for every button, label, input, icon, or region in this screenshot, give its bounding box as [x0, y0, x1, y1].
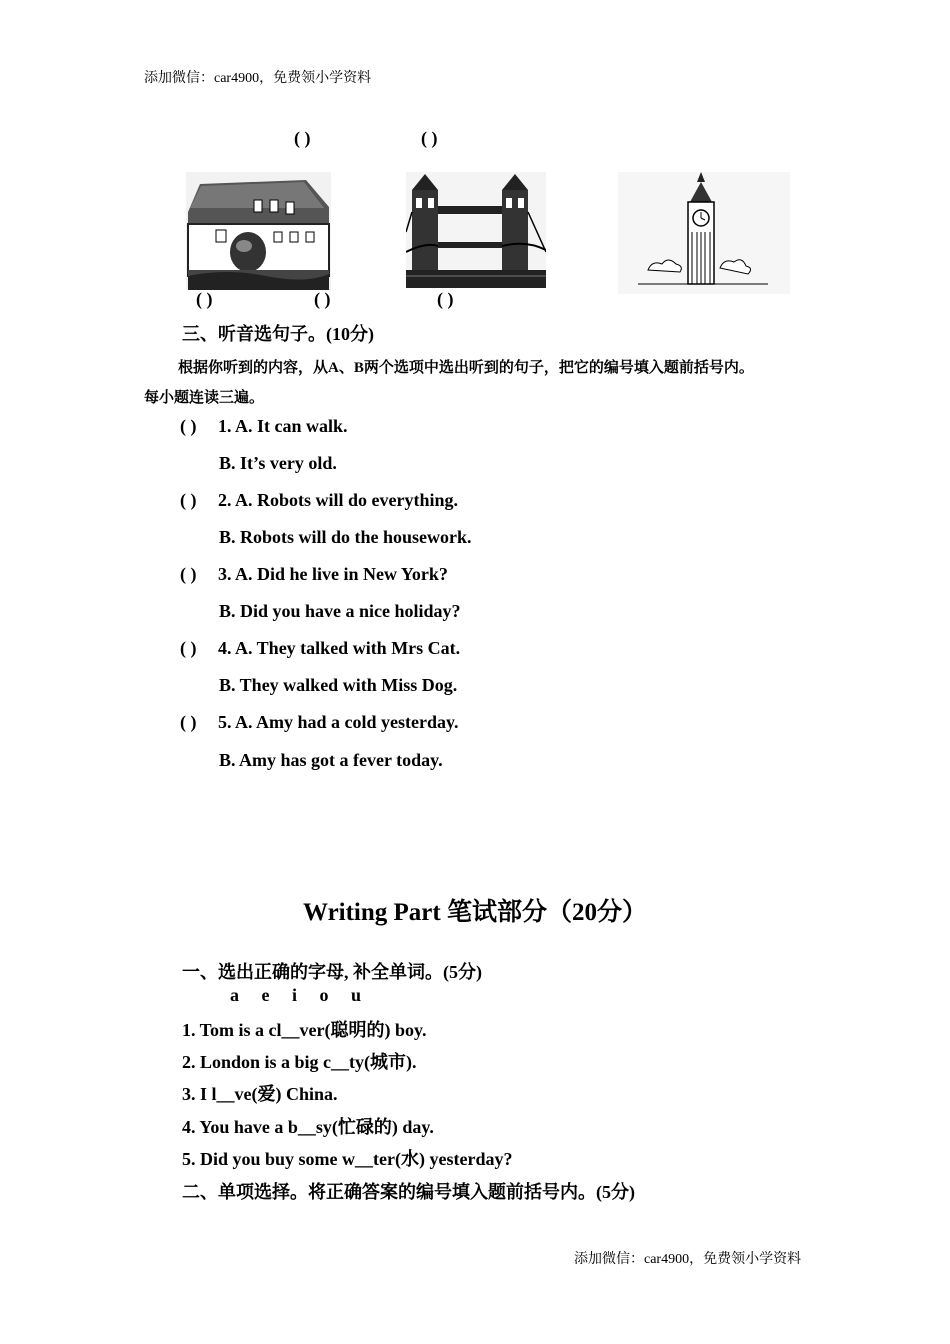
question-1-option-b: B. It’s very old.	[219, 453, 337, 473]
writing1-item-5: 5. Did you buy some w__ter(水) yesterday?	[182, 1149, 513, 1169]
section3-instruction-2: 每小题连读三遍。	[144, 390, 265, 406]
question-4-option-b: B. They walked with Miss Dog.	[219, 675, 458, 695]
question-2-option-a: 2. A. Robots will do everything.	[218, 490, 459, 510]
question-3-option-b: B. Did you have a nice holiday?	[219, 601, 461, 621]
writing-part-title: Writing Part 笔试部分（20分）	[303, 899, 647, 926]
question-4-paren[interactable]: ( )	[180, 638, 197, 658]
top-paren-1[interactable]: ( )	[294, 128, 311, 148]
picture-paren-2[interactable]: ( )	[314, 289, 331, 309]
house-picture	[186, 172, 331, 290]
watermark-bottom: 添加微信：car4900，免费领小学资料	[574, 1252, 802, 1267]
section3-heading: 三、听音选句子。(10分)	[182, 324, 374, 344]
picture-paren-1[interactable]: ( )	[196, 289, 213, 309]
writing2-heading: 二、单项选择。将正确答案的编号填入题前括号内。(5分)	[182, 1182, 635, 1202]
writing1-item-4: 4. You have a b__sy(忙碌的) day.	[182, 1117, 434, 1137]
question-1-paren[interactable]: ( )	[180, 416, 197, 436]
question-5-paren[interactable]: ( )	[180, 712, 197, 732]
question-1-option-a: 1. A. It can walk.	[218, 416, 348, 436]
question-2-paren[interactable]: ( )	[180, 490, 197, 510]
writing1-item-1: 1. Tom is a cl__ver(聪明的) boy.	[182, 1020, 427, 1040]
watermark-top: 添加微信：car4900，免费领小学资料	[144, 71, 372, 86]
letter-options: a e i o u	[230, 985, 362, 1005]
question-5-option-a: 5. A. Amy had a cold yesterday.	[218, 712, 459, 732]
top-paren-2[interactable]: ( )	[421, 128, 438, 148]
picture-paren-3[interactable]: ( )	[437, 289, 454, 309]
question-5-option-b: B. Amy has got a fever today.	[219, 750, 443, 770]
big-ben-picture	[618, 172, 790, 294]
question-4-option-a: 4. A. They talked with Mrs Cat.	[218, 638, 461, 658]
writing1-item-3: 3. I l__ve(爱) China.	[182, 1084, 338, 1104]
question-3-paren[interactable]: ( )	[180, 564, 197, 584]
writing1-heading: 一、选出正确的字母, 补全单词。(5分)	[182, 962, 482, 982]
tower-bridge-picture	[406, 172, 546, 288]
question-3-option-a: 3. A. Did he live in New York?	[218, 564, 448, 584]
section3-instruction-1: 根据你听到的内容，从A、B两个选项中选出听到的句子，把它的编号填入题前括号内。	[178, 360, 754, 376]
writing1-item-2: 2. London is a big c__ty(城市).	[182, 1052, 417, 1072]
question-2-option-b: B. Robots will do the housework.	[219, 527, 472, 547]
